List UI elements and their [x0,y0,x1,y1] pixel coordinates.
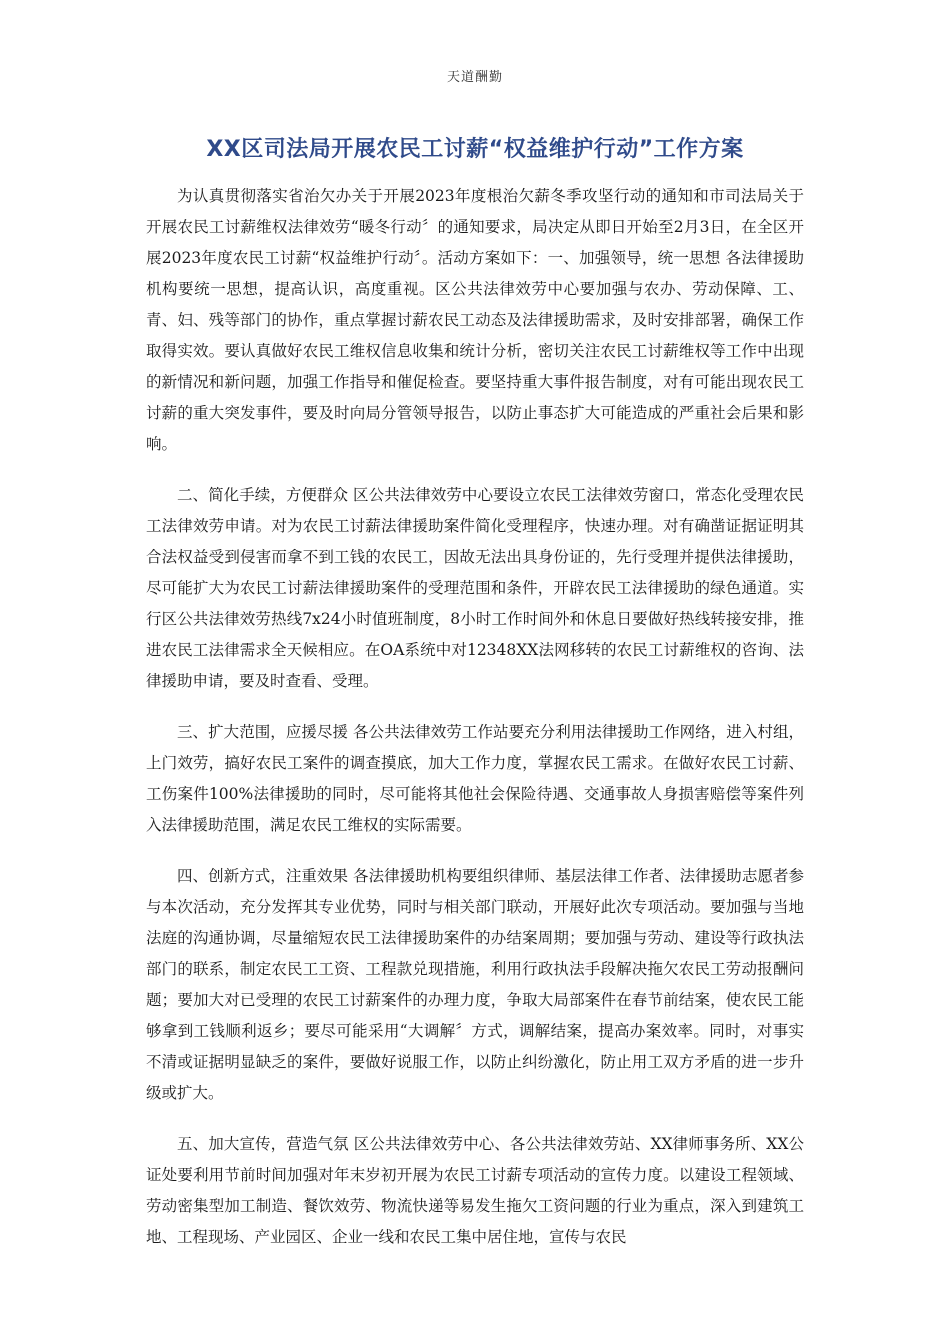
paragraph-2: 二、简化手续，方便群众 区公共法律效劳中心要设立农民工法律效劳窗口，常态化受理农民工法律效劳申请。对为农民工讨薪法律援助案件简化受理程序，快速办理。对有确凿证据证明其合法权益受到侵害而拿不到工钱的农民工，因故无法出具身份证的，先行受理并提供法律援助，尽可能扩大为农民工讨薪法律援助案件的受理范围和条件，开辟农民工法律援助的绿色通道。实行区公共法律效劳热线7x24小时值班制度，8小时工作时间外和休息日要做好热线转接安排，推进农民工法律需求全天候相应。在OA系统中对12348XX法网移转的农民工讨薪维权的咨询、法律援助申请，要及时查看、受理。 [146,486,804,690]
document-title: XX区司法局开展农民工讨薪“权益维护行动”工作方案 [206,137,744,162]
paragraph-3: 三、扩大范围，应援尽援 各公共法律效劳工作站要充分利用法律援助工作网络，进入村组，上门效劳，搞好农民工案件的调查摸底，加大工作力度，掌握农民工需求。在做好农民工讨薪、工伤案件100%法律援助的同时，尽可能将其他社会保险待遇、交通事故人身损害赔偿等案件列入法律援助范围，满足农民工维权的实际需要。 [146,723,804,834]
document-body [146,181,804,1273]
paragraph-5: 五、加大宣传，营造气氛 区公共法律效劳中心、各公共法律效劳站、XX律师事务所、XX公证处要利用节前时间加强对年末岁初开展为农民工讨薪专项活动的宣传力度。以建设工程领域、劳动密集型加工制造、餐饮效劳、物流快递等易发生拖欠工资问题的行业为重点，深入到建筑工地、工程现场、产业园区、企业一线和农民工集中居住地，宣传与农民 [146,1135,804,1246]
header-watermark-text: 天道酬勤 [446,70,503,85]
paragraph-4: 四、创新方式，注重效果 各法律援助机构要组织律师、基层法律工作者、法律援助志愿者参与本次活动，充分发挥其专业优势，同时与相关部门联动，开展好此次专项活动。要加强与当地法庭的沟通协调，尽量缩短农民工法律援助案件的办结案周期；要加强与劳动、建设等行政执法部门的联系，制定农民工工资、工程款兑现措施，利用行政执法手段解决拖欠农民工劳动报酬问题；要加大对已受理的农民工讨薪案件的办理力度，争取大局部案件在春节前结案，使农民工能够拿到工钱顺利返乡；要尽可能采用“大调解〞方式，调解结案，提高办案效率。同时，对事实不清或证据明显缺乏的案件，要做好说服工作，以防止纠纷激化，防止用工双方矛盾的进一步升级或扩大。 [146,867,804,1102]
paragraph-1: 为认真贯彻落实省治欠办关于开展2023年度根治欠薪冬季攻坚行动的通知和市司法局关于开展农民工讨薪维权法律效劳“暖冬行动〞的通知要求，局决定从即日开始至2月3日，在全区开展2023年度农民工讨薪“权益维护行动〞。活动方案如下：一、加强领导，统一思想 各法律援助机构要统一思想，提高认识，高度重视。区公共法律效劳中心要加强与农办、劳动保障、工、青、妇、残等部门的协作，重点掌握讨薪农民工动态及法律援助需求，及时安排部署，确保工作取得实效。要认真做好农民工维权信息收集和统计分析，密切关注农民工讨薪维权等工作中出现的新情况和新问题，加强工作指导和催促检查。要坚持重大事件报告制度，对有可能出现农民工讨薪的重大突发事件，要及时向局分管领导报告，以防止事态扩大可能造成的严重社会后果和影响。 [146,187,804,453]
